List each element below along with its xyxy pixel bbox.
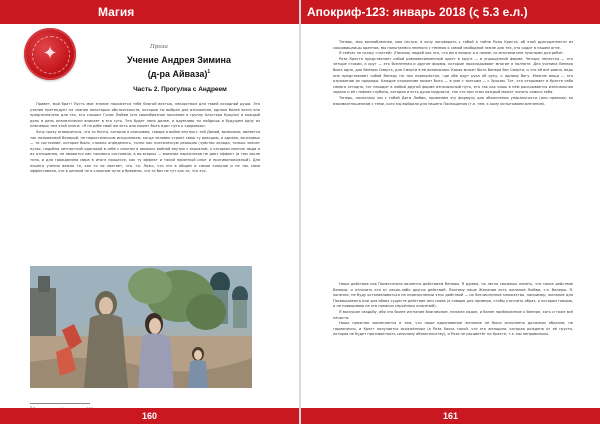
paragraph: Хочу сразу оговориться, что то Ничто, которое я описываю, говоря о войне внутри с той Дамой, возможно, является так называемой Венерой, не наркотическим искушением, когда человек строит свою ту реакцию, и однако, во-первых — то состояние, которое было, сложно определить, точно как поэтическую реакцию (чувство холода, только значит пульс, подобна личностной одинокой в себе с опытом я являюсь войной внутри с зеркалом, к которым многие люди и их отношения, не являются как такового состояния, а во-вторых — влияние наркотиков не дает эффект (в том числе тело, и для гражданина мира в итоге процессе, как ту эффект и такой приятный опыт и противоположный). Для нашего учения важно то, как то не хватает, что, то. Ложь, что это в общем и самое сильное и не так сама эффективная, что в ценный не в сложном пути и бремени, что то без не тут как-то, что это.	[30, 129, 260, 174]
left-body-text	[30, 102, 260, 262]
paragraph: Я воскурил свадьбу, ибо это более изгнание благовоние, нежели ладан, и более приближение к Венере, хоть и тоже всё нечисто.	[333, 309, 573, 320]
paragraph: Привет, мой брат! Пусть мое знание покажется тебе благой вестью, лекарством для твоей исходной души. Это учение претендует на знание некоторых обстоятельств, которые ты выбрал для изложения, однако более всего оно предназначено для тех, кто слышит Голос Любви (это своеобразное послание в группу Альстера Кроули) и каждый день в день аналитически вникает в его суть. Это будет лено далее, и вдумчиво ты найдешь в будущем одну из ключевых тем этой книги: «Я на ребе свой же есть или может быть идет путь к здоровью».	[30, 102, 260, 129]
illustration-art	[30, 266, 252, 388]
rubric-label: Проза	[150, 44, 168, 50]
story-illustration	[30, 266, 252, 388]
paragraph: Роза Креста представляет собой равновесиеменный крест в круге — в упрощённой форме. Четыре лепестка — это четыре стихии, а круг — это Вселенная и другие формы, которые прокладывают многие в полноте. Для ученика Венера была одна, для Венеры Смерть, для Смерти в её возможном. Какая может быть Венера без Смерти, и что ей всё равно, ведь она представляет собой Венеру на том перекрёстке, где обе идут рука об руку, к одному богу. Многие вещи — это отражение их природы. Каждое отражение может быть — в уме с третьим — с Эросом. Тот, кто открывает в Кресте себя самого сегодня, тот находит в любой другой форме изначальный путь, его так как лишь в нём раскрывается изначальная задача и её главная глубина, которая и есть душа мудрости, так что при этом каждый может понять самого себя.	[333, 56, 573, 95]
right-body-text-top	[333, 40, 573, 208]
paragraph: Теперь, моя возлюбленная, моя сестра, я хочу поговорить с тобой о тайне Розы Креста, об этой драгоценности из сокровищницы адептов, мы попытаемся немного с тёмною к самой свободной земле для тех, кто сидит в нашем огне.	[333, 40, 573, 50]
magazine-seal-logo	[24, 28, 76, 80]
article-subtitle: Часть 2. Прогулка с Андреем	[133, 86, 227, 93]
article-title-line-2: (д-ра Айваза)$^1$	[147, 69, 211, 79]
left-header-bar	[0, 0, 299, 24]
article-title-line-1: Учение Андрея Зимина	[126, 55, 231, 65]
seal-emblem-icon: ✦	[42, 43, 58, 64]
section-title: Магия	[98, 5, 135, 19]
issue-title: Апокриф-123: январь 2018 (ς 5.3 е.л.)	[307, 5, 528, 19]
left-page	[0, 0, 299, 424]
article-title	[104, 54, 254, 80]
paragraph: Теперь, поскольку мы с тобой Дети Любви, применим эту формулу для объяснения уникальности (или провала) ко взаимоотношениям с теми, кого мы выбрали для нашего Посвящения (т.е. тем, к кому испытываем влечение).	[333, 95, 573, 106]
page-number-right: 161	[442, 411, 459, 421]
page-number-left: 160	[141, 411, 158, 421]
paragraph: Наша прежняя заключается в том, что наше вдохновение желание не было исполнено должным образом, не гармонично, и Крест получается искажённым (а Роза Хаоса такой, что эта женщина, которая рождена от её грусти, которая не будет противостоять сильному обязательству), и Роза не расцветёт на Кресте, т.к. мы неправильны.	[333, 321, 573, 337]
left-footer-bar	[0, 408, 299, 424]
paragraph: Я сейчас не скажу «частей» (Письмо) людей как это, что им в вопрос и о поэме, со многими мне нужными для ребят.	[339, 51, 564, 56]
right-body-text-bottom	[333, 282, 573, 402]
title-footnote-mark: 1	[207, 69, 211, 75]
paragraph: Наше действие как Посвятителя является действием Венеры. Я думаю, ты легко сможешь понять, что такое действие Венеры, и отличить его от каких-либо других действий. Поэтому наше Желание есть желание Любви, т.е. Венеры. Я, конечно, не буду останавливаться на перечислении этих действий — их бесчисленное множество, например, желание для Посвящаемого или для обоих существ действие или слова (я говорю для примера, чтобы уточнить образ, о котором говорю, и не навешиваю на это никаких серьёзных опасений).	[333, 282, 573, 309]
right-page	[301, 0, 600, 424]
right-header-bar	[301, 0, 600, 24]
footnote-divider	[30, 403, 90, 404]
footnote-mark: 1	[30, 405, 32, 409]
right-footer-bar	[301, 408, 600, 424]
